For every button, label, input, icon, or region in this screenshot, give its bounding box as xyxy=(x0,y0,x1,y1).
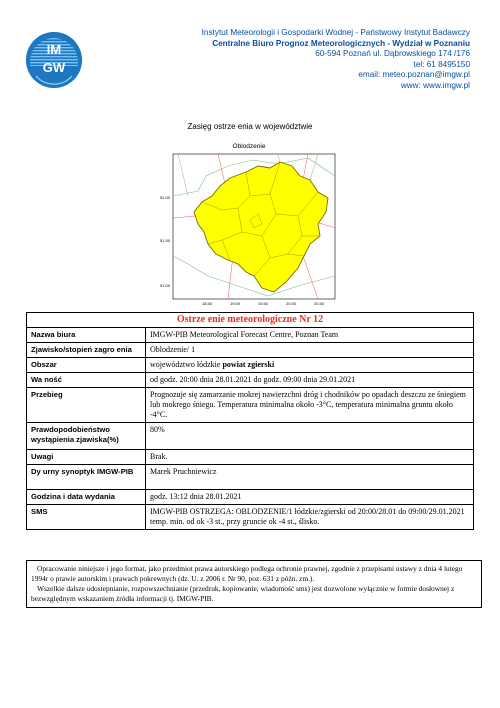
map-x-label: 19.50 xyxy=(258,301,269,306)
institute-header xyxy=(202,28,470,92)
row-value: IMGW-PIB OSTRZEGA: OBLODZENIE/1 łódzkie/zgierski od 20:00/28.01 do 09:00/29.01.2021 temp. min. od ok -3 st., przy gruncie ok -4 st., ślisko. xyxy=(146,505,474,530)
table-row xyxy=(27,373,474,388)
email-link[interactable]: email: meteo.poznan@imgw.pl xyxy=(358,70,470,80)
row-label: Dy urny synoptyk IMGW-PIB xyxy=(27,465,146,490)
row-value: Brak. xyxy=(146,450,474,465)
institute-name: Instytut Meteorologii i Gospodarki Wodnej - Państwowy Instytut Badawczy xyxy=(201,28,470,37)
row-value: 80% xyxy=(146,423,474,450)
table-row xyxy=(27,505,474,530)
warning-table xyxy=(26,312,474,530)
row-label: Wa ność xyxy=(27,373,146,388)
table-row xyxy=(27,328,474,343)
logo-text-bottom: GW xyxy=(42,60,66,75)
row-value: Oblodzenie/ 1 xyxy=(146,343,474,358)
warning-map xyxy=(158,136,340,311)
map-y-label: 51.50 xyxy=(160,238,171,243)
map-y-label: 52.00 xyxy=(160,195,171,200)
row-value: Marek Pruchniewicz xyxy=(146,465,474,490)
map-x-label: 18.50 xyxy=(202,301,213,306)
area-region: województwo łódzkie xyxy=(150,360,221,369)
table-row xyxy=(27,423,474,450)
map-caption: Oblodzenie xyxy=(232,143,266,150)
copyright-notice xyxy=(26,560,482,608)
row-value xyxy=(146,358,474,373)
website-link[interactable]: www: www.imgw.pl xyxy=(400,80,470,90)
map-y-label: 51.00 xyxy=(160,283,171,288)
area-county: powiat zgierski xyxy=(222,360,275,369)
row-value: IMGW-PIB Meteorological Forecast Centre, Poznan Team xyxy=(146,328,474,343)
address: 60-594 Poznań ul. Dąbrowskiego 174 /176 xyxy=(315,49,470,59)
row-value: Prognozuje się zamarzanie mokrej nawierzchni dróg i chodników po opadach deszczu ze śniegiem lub mokrego śniegu. Temperatura minimalna około -3°C, temperatura minimalna gruntu około -4°C. xyxy=(146,388,474,423)
row-value: godz. 13:12 dnia 28.01.2021 xyxy=(146,490,474,505)
map-x-label: 20.00 xyxy=(286,301,297,306)
row-label: Prawdopodobieństwo wystąpienia zjawiska(%) xyxy=(27,423,146,450)
bureau-name: Centralne Biuro Prognoz Meteorologicznych - Wydział w Poznaniu xyxy=(212,38,470,48)
row-label: Przebieg xyxy=(27,388,146,423)
table-row xyxy=(27,490,474,505)
logo-text-top: IM xyxy=(46,42,62,57)
phone: tel: 61 8495150 xyxy=(413,59,470,69)
row-label: SMS xyxy=(27,505,146,530)
row-label: Godzina i data wydania xyxy=(27,490,146,505)
map-section-title: Zasięg ostrze enia w województwie xyxy=(187,122,313,131)
row-label: Obszar xyxy=(27,358,146,373)
row-label: Nazwa biura xyxy=(27,328,146,343)
imgw-logo xyxy=(26,32,82,88)
row-value: od godz. 20:00 dnia 28.01.2021 do godz. 09:00 dnia 29.01.2021 xyxy=(146,373,474,388)
warning-title: Ostrze enie meteorologiczne Nr 12 xyxy=(27,313,474,328)
table-row xyxy=(27,343,474,358)
table-row xyxy=(27,388,474,423)
table-row xyxy=(27,465,474,490)
table-row xyxy=(27,450,474,465)
map-x-label: 19.00 xyxy=(230,301,241,306)
row-label: Zjawisko/stopień zagro enia xyxy=(27,343,146,358)
row-label: Uwagi xyxy=(27,450,146,465)
map-x-label: 20.50 xyxy=(314,301,325,306)
redistribution-paragraph: Wszelkie dalsze udostepnianie, rozpowszechnianie (przedruk, kopiowanie, wiadomość sms) jest dozwolone wyłącznie w formie dosłownej z bezwzględnym wskazaniem źródła informacji tj. IMGW-PIB. xyxy=(31,584,455,603)
table-row xyxy=(27,358,474,373)
copyright-paragraph: Opracowanie niniejsze i jego format, jako przedmiot prawa autorskiego podlega ochronie prawnej, zgodnie z przepisami ustawy z dnia 4 lutego 1994r o prawie autorskim i prawach pokrewnych (dz. U. z 2006 r. Nr 90, poz. 631 z późn. zm.). xyxy=(31,564,463,583)
